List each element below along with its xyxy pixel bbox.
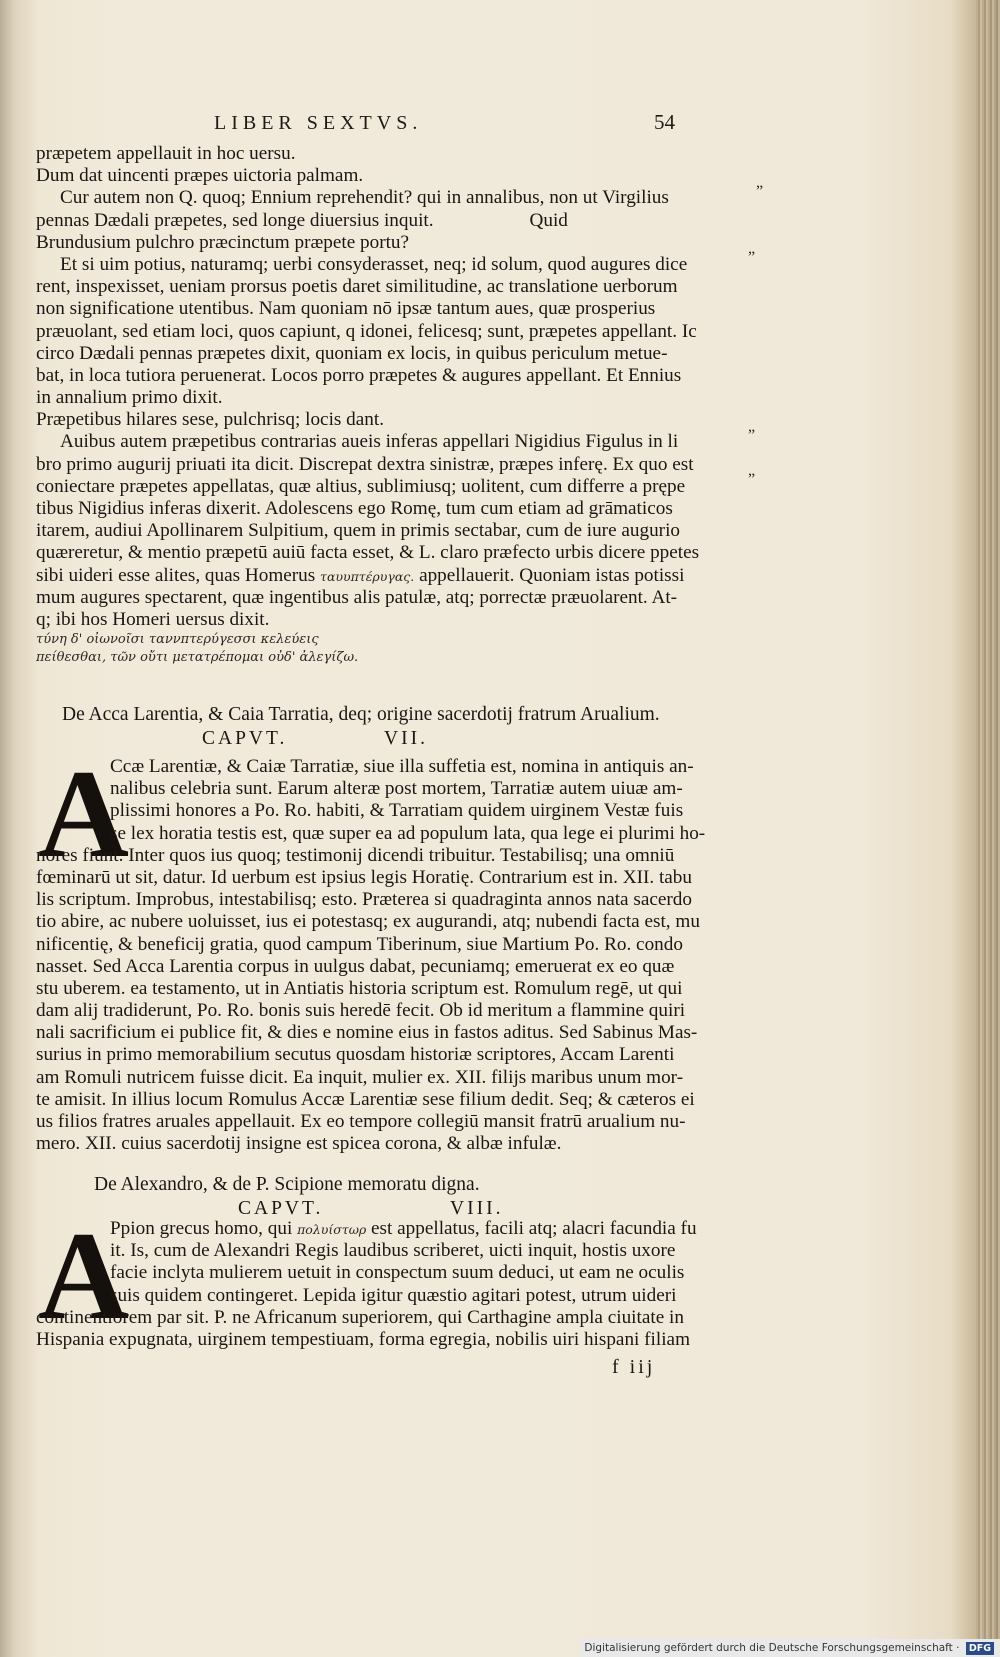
margin-quote-mark: „ bbox=[748, 462, 756, 479]
greek-verse-line: πείθεσθαι, τῶν οὔτι μετατρέπομαι οὐδ' ἀλεγίζω. bbox=[36, 650, 359, 666]
running-head bbox=[214, 112, 754, 142]
text-line: Ccæ Larentiæ, & Caiæ Tarratiæ, siue illa suffetia est, nomina in antiquis an- bbox=[110, 756, 694, 777]
text-fragment: Ppion grecus homo, qui bbox=[110, 1218, 293, 1239]
page-edge-stack bbox=[976, 0, 1000, 1657]
chapter-8-title: De Alexandro, & de P. Scipione memoratu digna. bbox=[94, 1174, 480, 1195]
chapter-8-number: VIII. bbox=[450, 1198, 504, 1219]
text-line: plissimi honores a Po. Ro. habiti, & Tarratiam quidem uirginem Vestæ fuis bbox=[110, 800, 684, 822]
text-line: Dum dat uincenti præpes uictoria palmam. bbox=[36, 165, 364, 187]
text-line: nali sacrificium ei publice fit, & dies e nomine eius in fastos aditus. Sed Sabinus Mas- bbox=[36, 1022, 698, 1044]
text-line: coniectare præpetes appellatas, quæ altius, sublimiusq; uolitent, cum differre a prępe bbox=[36, 475, 686, 497]
text-line: Auibus autem præpetibus contrarias aueis inferas appellari Nigidius Figulus in li bbox=[60, 431, 679, 453]
dfg-logo: DFG bbox=[966, 1642, 994, 1655]
text-line: tio abire, ac nubere uoluisset, ius ei potestasq; ex augurandi, atq; nubendi facta est, mu bbox=[36, 911, 700, 933]
text-line: pennas Dædali præpetes, sed longe diuersius inquit. Quid bbox=[36, 209, 568, 231]
text-fragment: est appellatus, facili atq; alacri facundia fu bbox=[371, 1218, 697, 1239]
homer-line-lead: sibi uideri esse alites, quas Homerus bbox=[36, 564, 316, 586]
text-line: mum augures spectarent, quæ ingentibus alis patulæ, atq; porrectæ præuolarent. At- bbox=[36, 586, 678, 608]
chapter-8-caput: CAPVT. bbox=[238, 1198, 324, 1219]
margin-quote-mark: „ bbox=[748, 418, 756, 435]
text-line bbox=[36, 1218, 750, 1240]
text-line: quæreretur, & mentio præpetū auiū facta esset, & L. claro præfecto urbis dicere ppetes bbox=[36, 542, 700, 564]
greek-word: ταυυπτέρυγας. bbox=[320, 568, 415, 584]
homer-line-tail: appellauerit. Quoniam istas potissi bbox=[419, 564, 685, 586]
text-line bbox=[36, 565, 750, 587]
text-line: in annalium primo dixit. bbox=[36, 387, 223, 409]
greek-verse-line: τύνη δ' οἰωνοῖσι ταννπτερύγεσσι κελεύεις bbox=[36, 632, 319, 648]
text-line: rent, inspexisset, ueniam prorsus poetis daret similitudine, ac translatione uerborum bbox=[36, 276, 678, 298]
drop-cap-initial: A bbox=[38, 745, 129, 884]
running-head-title: LIBER SEXTVS. bbox=[214, 112, 423, 134]
margin-quote-mark: „ bbox=[748, 240, 756, 257]
text-line: suis quidem contingeret. Lepida igitur quæstio agitari potest, utrum uideri bbox=[110, 1284, 677, 1306]
text-line: præuolant, sed etiam loci, quos capiunt, q idonei, felicesq; sunt, præpetes appellant. Ic bbox=[36, 320, 697, 342]
text-line: nalibus celebria sunt. Earum alteræ post mortem, Tarratiæ autem uiuæ am- bbox=[110, 778, 683, 800]
text-line: itarem, audiui Apollinarem Sulpitium, quem in primis sectabar, cum de iure augurio bbox=[36, 520, 680, 542]
text-line: Præpetibus hilares sese, pulchrisq; locis dant. bbox=[36, 409, 384, 431]
body-text-block-1 bbox=[36, 143, 750, 667]
text-line: dam alij tradiderunt, Po. Ro. bonis suis heredē fecit. Ob id meritum a flammine quiri bbox=[36, 1000, 686, 1022]
text-line: facie inclyta mulierem uetuit in conspectum suum deduci, ut eam ne oculis bbox=[110, 1262, 685, 1284]
text-line: continentiorem par sit. P. ne Africanum superiorem, qui Carthagine ampla ciuitate in bbox=[36, 1306, 684, 1328]
text-line: te amisit. In illius locum Romulus Accæ Larentiæ sese filium dedit. Seq; & cæteros ei bbox=[36, 1088, 695, 1110]
signature-mark: f iij bbox=[612, 1356, 656, 1378]
text-line: Hispania expugnata, uirginem tempestiuam, forma egregia, nobilis uiri hispani filiam bbox=[36, 1328, 690, 1350]
text-line: lis scriptum. Improbus, intestabilisq; esto. Præterea si quadraginta annos nata sacerdo bbox=[36, 889, 692, 911]
text-line: nificentię, & beneficij gratia, quod campum Tiberinum, siue Martium Po. Ro. condo bbox=[36, 933, 683, 955]
text-line: q; ibi hos Homeri uersus dixit. bbox=[36, 608, 270, 630]
text-line: bat, in loca tutiora peruenerat. Locos porro præpetes & augures appellant. Et Ennius bbox=[36, 364, 682, 386]
text-line: Cur autem non Q. quoq; Ennium reprehendit? qui in annalibus, non ut Virgilius bbox=[60, 187, 669, 209]
digitization-footer bbox=[580, 1639, 1000, 1657]
text-line: it. Is, cum de Alexandri Regis laudibus scriberet, uicti inquit, hostis uxore bbox=[110, 1240, 676, 1262]
text-line: Et si uim potius, naturamq; uerbi consyderasset, neq; id solum, quod augures dice bbox=[60, 253, 688, 275]
text-line: bro primo augurij priuati ita dicit. Discrepat dextra sinistræ, præpes inferę. Ex quo est bbox=[36, 453, 694, 475]
text-line: nores fiunt. Inter quos ius quoq; testimonij dicendi tribuitur. Testabilisq; una omniū bbox=[36, 844, 675, 866]
chapter-7-body bbox=[36, 756, 750, 1155]
chapter-8-body bbox=[36, 1218, 750, 1351]
chapter-7-caput: CAPVT. bbox=[202, 728, 288, 749]
text-line: mero. XII. cuius sacerdotij insigne est spicea corona, & albæ infulæ. bbox=[36, 1133, 562, 1155]
text-line: circo Dædali pennas præpetes dixit, quoniam ex locis, in quibus periculum metue- bbox=[36, 342, 668, 364]
drop-cap-initial: A bbox=[38, 1207, 129, 1346]
chapter-7-number: VII. bbox=[384, 728, 428, 749]
greek-word: πολυίστωρ bbox=[297, 1222, 367, 1237]
text-line: nasset. Sed Acca Larentia corpus in uulgus dabat, pecuniamq; emeruerat ex eo quæ bbox=[36, 955, 675, 977]
text-line: fœminarū ut sit, datur. Id uerbum est ipsius legis Horatię. Contrarium est in. XII. tabu bbox=[36, 866, 692, 888]
text-line: stu uberem. ea testamento, ut in Antiatis historia scriptum est. Romulum regē, ut qui bbox=[36, 977, 683, 999]
text-line: us filios fratres aruales appellauit. Ex eo tempore collegiū mansit fratrū arualium nu- bbox=[36, 1111, 686, 1132]
text-line: præpetem appellauit in hoc uersu. bbox=[36, 143, 296, 164]
text-line: Brundusium pulchro præcinctum præpete portu? bbox=[36, 231, 410, 253]
text-line: non significatione utentibus. Nam quoniam nō ipsæ tantum aues, quæ prosperius bbox=[36, 298, 656, 320]
text-line: am Romuli nutricem fuisse dicit. Ea inquit, mulier ex. XII. filijs maribus unum mor- bbox=[36, 1066, 684, 1088]
chapter-7-title: De Acca Larentia, & Caia Tarratia, deq; origine sacerdotij fratrum Arualium. bbox=[62, 704, 660, 725]
text-line: se lex horatia testis est, quæ super ea ad populum lata, qua lege ei plurimi ho- bbox=[110, 822, 706, 844]
margin-quote-mark: „ bbox=[756, 174, 764, 191]
text-line: tibus Nigidius inferas dixerit. Adolescens ego Romę, tum cum etiam ad grāmaticos bbox=[36, 498, 673, 519]
folio-number: 54 bbox=[654, 110, 675, 134]
footer-credit: Digitalisierung gefördert durch die Deutsche Forschungsgemeinschaft · bbox=[584, 1642, 960, 1654]
text-line: surius in primo memorabilium secutus quosdam historiæ scriptores, Accam Larenti bbox=[36, 1044, 675, 1066]
